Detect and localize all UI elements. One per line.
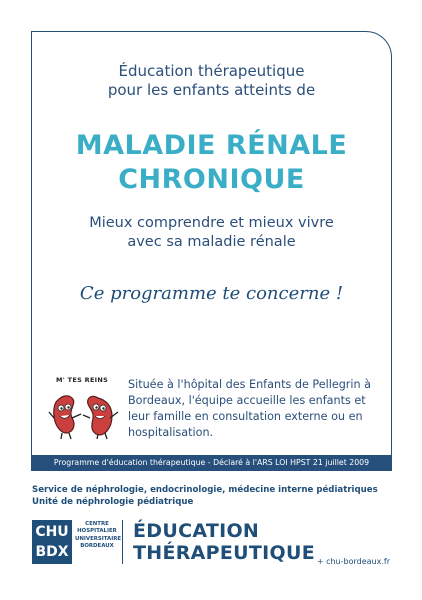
description-line-4: hospitalisation. [128, 426, 214, 439]
program-line-1: ÉDUCATION [133, 520, 260, 542]
description-line-1: Située à l'hôpital des Enfants de Pellegrin à [128, 378, 372, 391]
services-line-1: Service de néphrologie, endocrinologie, médecine interne pédiatriques [32, 485, 378, 495]
title-line-1: MALADIE RÉNALE [75, 130, 348, 161]
subtitle [31, 214, 392, 252]
logo-text-2: HOSPITALIER [77, 528, 117, 535]
main-title [31, 129, 392, 197]
description-line-3: leur famille en consultation externe ou en [128, 410, 363, 423]
services-block [32, 484, 378, 508]
subtitle-line-1: Mieux comprendre et mieux vivre [89, 215, 334, 231]
program-title [133, 520, 315, 564]
logo-divider [122, 520, 123, 564]
kidney-characters-icon [48, 388, 120, 440]
website-link[interactable]: + chu-bordeaux.fr [316, 557, 390, 566]
logo-text-4: BORDEAUX [80, 543, 114, 550]
services-line-2: Unité de néphrologie pédiatrique [32, 497, 194, 507]
tagline: Ce programme te concerne ! [79, 283, 344, 304]
description-line-2: Bordeaux, l'équipe accueille les enfants et [128, 394, 366, 407]
mascot-label: M' TES REINS [56, 376, 109, 384]
logo-line-2: BDX [35, 544, 69, 560]
program-description [128, 377, 380, 441]
program-line-2: THÉRAPEUTIQUE [133, 542, 315, 564]
logo-line-1: CHU [35, 524, 69, 540]
intro-text [31, 62, 392, 100]
logo-text-1: CENTRE [85, 521, 109, 527]
intro-line-1: Éducation thérapeutique [118, 62, 305, 80]
chu-bdx-logo [32, 520, 72, 564]
logo-caption [75, 521, 122, 551]
title-line-2: CHRONIQUE [118, 164, 305, 195]
intro-line-2: pour les enfants atteints de [107, 81, 316, 99]
subtitle-line-2: avec sa maladie rénale [127, 234, 296, 250]
declaration-banner: Programme d'éducation thérapeutique - Déclaré à l'ARS LOI HPST 21 juillet 2009 [31, 455, 392, 471]
logo-text-3: UNIVERSITAIRE [75, 535, 122, 542]
